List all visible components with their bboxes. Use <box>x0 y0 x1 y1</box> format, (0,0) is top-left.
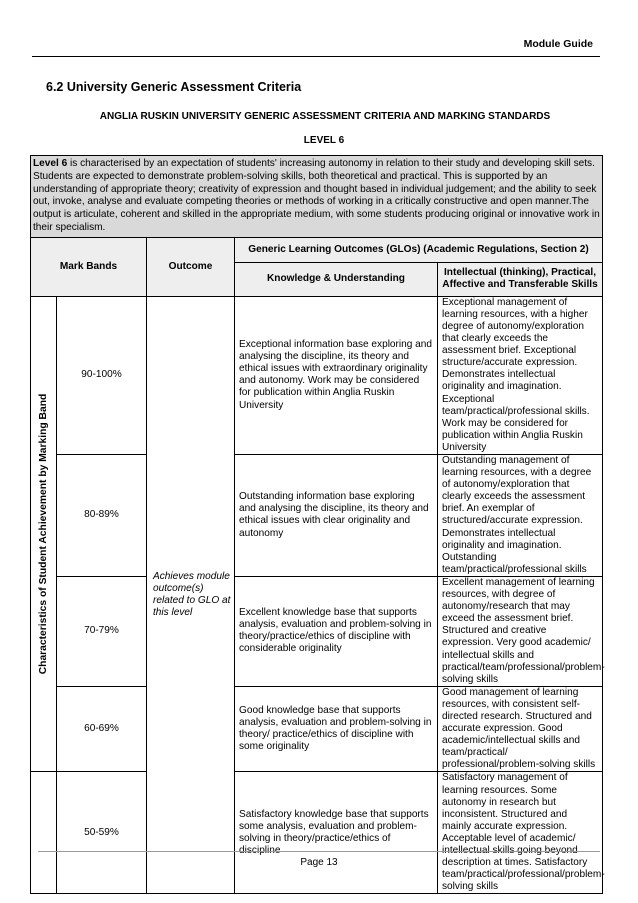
outcome-cell: Achieves module outcome(s) related to GLO at this level <box>147 296 235 894</box>
page-number: Page 13 <box>300 857 338 868</box>
band-cell: 80-89% <box>57 455 147 577</box>
intellectual-cell: Good management of learning resources, with consistent self-directed research. Structured and accurate expression. Good academic/intellectual skills and team/practical/ professional/problem-solving skills <box>438 686 603 772</box>
intellectual-header: Intellectual (thinking), Practical, Affective and Transferable Skills <box>438 262 603 296</box>
intellectual-cell: Satisfactory management of learning resources. Some autonomy in research but inconsistent. Structured and mainly accurate expression. Acceptable level of academic/ intellectual skills going beyond description at times. Satisfactory team/practical/professional/problem-solving skills <box>438 772 603 894</box>
knowledge-cell: Excellent knowledge base that supports analysis, evaluation and problem-solving in theory/practice/ethics of discipline with considerable originality <box>235 576 438 686</box>
header-divider <box>32 56 600 57</box>
outcome-header: Outcome <box>147 237 235 296</box>
level-description <box>31 156 603 238</box>
vertical-label-spacer <box>31 772 57 894</box>
header-label: Module Guide <box>523 38 593 50</box>
knowledge-cell: Exceptional information base exploring and analysing the discipline, its theory and ethical issues with extraordinary originality and autonomy. Work may be considered for publication within Anglia Ruskin University <box>235 296 438 454</box>
intellectual-cell: Exceptional management of learning resources, with a higher degree of autonomy/exploration that clearly exceeds the assessment brief. Exceptional structure/accurate expression. Demonstrates intellectual originality and imagination. Exceptional team/practical/professional skills. Work may be considered for publication within Anglia Ruskin University <box>438 296 603 454</box>
document-title: ANGLIA RUSKIN UNIVERSITY GENERIC ASSESSMENT CRITERIA AND MARKING STANDARDS <box>99 111 551 122</box>
knowledge-cell: Good knowledge base that supports analysis, evaluation and problem-solving in theory/ practice/ethics of discipline with some originality <box>235 686 438 772</box>
band-cell: 60-69% <box>57 686 147 772</box>
characteristics-vertical-label <box>31 296 57 772</box>
band-cell: 70-79% <box>57 576 147 686</box>
mark-bands-header: Mark Bands <box>31 237 147 296</box>
intellectual-cell: Excellent management of learning resources, with degree of autonomy/research that may exceed the assessment brief. Structured and creative expression. Very good academic/ intellectual skills and practical/team/professional/problem-solving skills <box>438 576 603 686</box>
knowledge-cell: Satisfactory knowledge base that supports some analysis, evaluation and problem-solving in theory/practice/ethics of discipline <box>235 772 438 894</box>
characteristics-vertical-text: Characteristics of Student Achievement by Marking Band <box>37 393 49 675</box>
band-cell: 90-100% <box>57 296 147 454</box>
level-description-bold: Level 6 <box>33 158 68 169</box>
knowledge-cell: Outstanding information base exploring and analysing the discipline, its theory and ethical issues with clear originality and autonomy <box>235 455 438 577</box>
knowledge-header: Knowledge & Understanding <box>235 262 438 296</box>
footer-divider <box>38 851 600 852</box>
band-cell: 50-59% <box>57 772 147 894</box>
intellectual-cell: Outstanding management of learning resources, with a degree of autonomy/exploration that clearly exceeds the assessment brief. An exemplar of structured/accurate expression. Demonstrates intellectual originality and imagination. Outstanding team/practical/professional skills <box>438 455 603 577</box>
glo-header: Generic Learning Outcomes (GLOs) (Academic Regulations, Section 2) <box>235 237 603 262</box>
assessment-criteria-table <box>30 155 603 894</box>
level-description-text: is characterised by an expectation of students' increasing autonomy in relation to their study and developing skill sets. Students are expected to demonstrate problem-solving skills, both theoretical and practical. This is supported by an understanding of appropriate theory; creativity of expression and thought based in individual judgement; and the ability to seek out, invoke, analyse and evaluate competing theories or methods of working in a critically constructive and open manner.The output is articulate, coherent and skilled in the appropriate medium, with some students producing original or innovative work in their specialism. <box>33 158 600 233</box>
level-title: LEVEL 6 <box>303 135 345 146</box>
section-title: 6.2 University Generic Assessment Criteria <box>46 80 302 94</box>
